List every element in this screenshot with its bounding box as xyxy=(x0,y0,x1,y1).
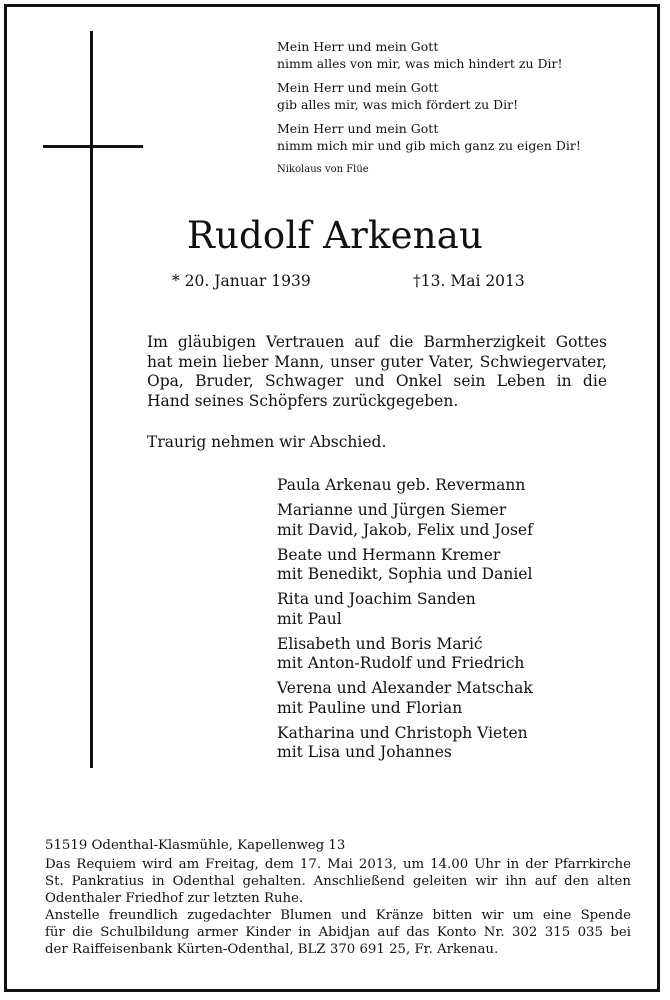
mourner-group xyxy=(277,476,637,496)
announcement-line: Im gläubigen Vertrauen auf die Barmherzigkeit Gottes xyxy=(147,333,607,351)
footer-info xyxy=(45,837,631,958)
footer-line: für die Schulbildung armer Kinder in Abidjan auf das Konto Nr. 302 315 035 bei xyxy=(45,925,631,940)
footer-line: Anstelle freundlich zugedachter Blumen und Kränze bitten wir um eine Spende xyxy=(45,908,631,923)
birth-date: * 20. Januar 1939 xyxy=(172,272,311,290)
poem-line: nimm alles von mir, was mich hindert zu Dir! xyxy=(277,56,563,71)
mourner-line: mit Paul xyxy=(277,609,342,628)
mourner-line: Marianne und Jürgen Siemer xyxy=(277,501,507,519)
mourner-line: mit Benedikt, Sophia und Daniel xyxy=(277,565,533,583)
poem-stanza xyxy=(277,79,647,113)
mourner-line: mit Pauline und Florian xyxy=(277,698,463,717)
address: 51519 Odenthal-Klasmühle, Kapellenweg 13 xyxy=(45,838,346,853)
mourner-line: mit Anton-Rudolf und Friedrich xyxy=(277,654,525,672)
cross-vertical-bar xyxy=(90,31,93,768)
mourner-line: mit David, Jakob, Felix und Josef xyxy=(277,520,533,539)
mourner-line: Beate und Hermann Kremer xyxy=(277,545,501,564)
mourner-group xyxy=(277,724,637,763)
footer-line: St. Pankratius in Odenthal gehalten. Anschließend geleiten wir ihn auf den alten xyxy=(45,874,631,889)
announcement-line: Opa, Bruder, Schwager und Onkel sein Leben in die xyxy=(147,372,607,390)
poem-stanza xyxy=(277,120,647,154)
poem-line: Mein Herr und mein Gott xyxy=(277,39,439,54)
mourners-list xyxy=(277,476,637,768)
mourner-group xyxy=(277,546,637,585)
mourner-line: Elisabeth und Boris Marić xyxy=(277,634,483,653)
poem-line: Mein Herr und mein Gott xyxy=(277,121,439,136)
poem-author: Nikolaus von Flüe xyxy=(277,164,369,175)
poem-stanza xyxy=(277,38,647,72)
poem-line: nimm mich mir und gib mich ganz zu eigen Dir! xyxy=(277,138,581,153)
mourner-line: Katharina und Christoph Vieten xyxy=(277,723,528,742)
poem xyxy=(277,38,647,178)
mourner-group xyxy=(277,501,637,540)
farewell-text: Traurig nehmen wir Abschied. xyxy=(147,433,387,451)
footer-line: Das Requiem wird am Freitag, dem 17. Mai 2013, um 14.00 Uhr in der Pfarrkirche xyxy=(45,857,631,872)
mourner-group xyxy=(277,590,637,629)
poem-line: gib alles mir, was mich fördert zu Dir! xyxy=(277,97,519,112)
poem-line: Mein Herr und mein Gott xyxy=(277,80,439,95)
mourner-line: Paula Arkenau geb. Revermann xyxy=(277,476,526,494)
footer-line: der Raiffeisenbank Kürten-Odenthal, BLZ 370 691 25, Fr. Arkenau. xyxy=(45,942,499,957)
death-date: †13. Mai 2013 xyxy=(413,272,525,290)
mourner-line: Rita und Joachim Sanden xyxy=(277,590,476,608)
mourner-group xyxy=(277,635,637,674)
mourner-group xyxy=(277,679,637,718)
cross-horizontal-bar xyxy=(43,145,143,148)
footer-line: Odenthaler Friedhof zur letzten Ruhe. xyxy=(45,891,304,906)
announcement-text xyxy=(147,333,607,411)
deceased-name: Rudolf Arkenau xyxy=(186,214,484,257)
announcement-line: hat mein lieber Mann, unser guter Vater, Schwiegervater, xyxy=(147,352,607,371)
mourner-line: Verena und Alexander Matschak xyxy=(277,679,533,697)
announcement-line: Hand seines Schöpfers zurückgegeben. xyxy=(147,391,459,410)
mourner-line: mit Lisa und Johannes xyxy=(277,743,452,761)
